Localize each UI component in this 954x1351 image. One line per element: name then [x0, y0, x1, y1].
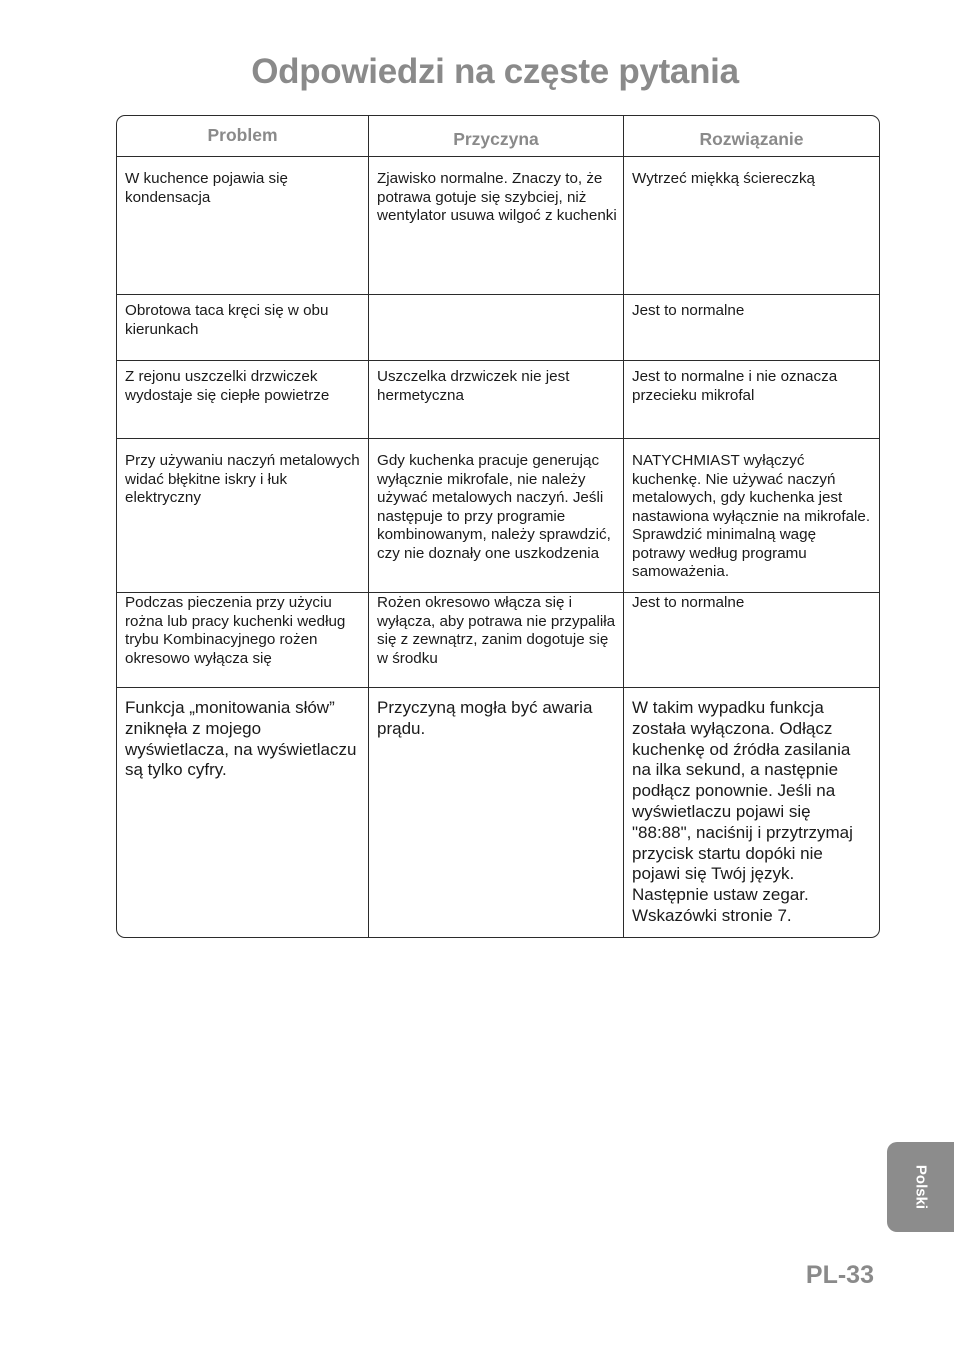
problem-cell: W kuchence pojawia się kondensacja	[117, 157, 369, 295]
solution-cell: Jest to normalne	[632, 594, 745, 611]
problem-cell: Z rejonu uszczelki drzwiczek wydostaje się ciepłe powietrze	[117, 361, 369, 439]
problem-cell: Funkcja „monitowania słów” zniknęła z mojego wyświetlacza, na wyświetlaczu są tylko cyfry.	[117, 688, 369, 938]
language-tab	[887, 1142, 954, 1232]
header-cause: Przyczyna	[369, 116, 624, 157]
cause-cell: Przyczyną mogła być awaria prądu.	[369, 688, 624, 938]
cause-cell	[369, 295, 624, 361]
table-row	[117, 360, 879, 439]
solution-cell: NATYCHMIAST wyłączyć kuchenkę. Nie używać naczyń metalowych, gdy kuchenka jest nastawiona wyłącznie na mikrofale. Sprawdzić minimalną wagę potrawy według programu samoważenia.	[632, 452, 871, 580]
language-tab-label: Polski	[912, 1164, 929, 1210]
solution-cell: Wytrzeć miękką ściereczką	[632, 170, 815, 187]
problem-cell: Obrotowa taca kręci się w obu kierunkach	[117, 295, 369, 361]
cause-cell: Rożen okresowo włącza się i wyłącza, aby potrawa nie przypaliła się z zewnątrz, zanim dogotuje się w środku	[369, 593, 624, 688]
solution-cell: Jest to normalne i nie oznacza przecieku mikrofal	[632, 368, 838, 404]
table-row	[117, 438, 879, 593]
page-title: Odpowiedzi na częste pytania	[251, 52, 739, 91]
cause-cell: Uszczelka drzwiczek nie jest hermetyczna	[369, 361, 624, 439]
problem-cell: Przy używaniu naczyń metalowych widać błękitne iskry i łuk elektryczny	[117, 439, 369, 593]
solution-cell: Jest to normalne	[632, 302, 745, 319]
table-row	[117, 294, 879, 361]
table-row	[117, 156, 879, 295]
problem-cell: Podczas pieczenia przy użyciu rożna lub pracy kuchenki według trybu Kombinacyjnego rożen okresowo wyłącza się	[117, 593, 369, 688]
cause-cell: Zjawisko normalne. Znaczy to, że potrawa gotuje się szybciej, niż wentylator usuwa wilgoć z kuchenki	[369, 157, 624, 295]
header-solution: Rozwiązanie	[699, 129, 804, 149]
page-number: PL-33	[805, 1261, 874, 1289]
header-problem: Problem	[117, 116, 369, 157]
table-header	[117, 116, 879, 157]
table-row	[117, 592, 879, 688]
cause-cell: Gdy kuchenka pracuje generując wyłącznie mikrofale, nie należy używać metalowych naczyń. Jeśli następuje to przy programie kombinowanym, należy sprawdzić, czy nie doznały one uszkodzenia	[369, 439, 624, 593]
table-row	[117, 687, 879, 938]
faq-table	[116, 115, 880, 938]
solution-cell: W takim wypadku funkcja została wyłączona. Odłącz kuchenkę od źródła zasilania na ilka sekund, a następnie podłącz ponownie. Jeśli na wyświetlaczu pojawi się "88:88", naciśnij i przytrzymaj przycisk startu dopóki nie pojawi się Twój język. Następnie ustaw zegar. Wskazówki stronie 7.	[632, 698, 853, 925]
